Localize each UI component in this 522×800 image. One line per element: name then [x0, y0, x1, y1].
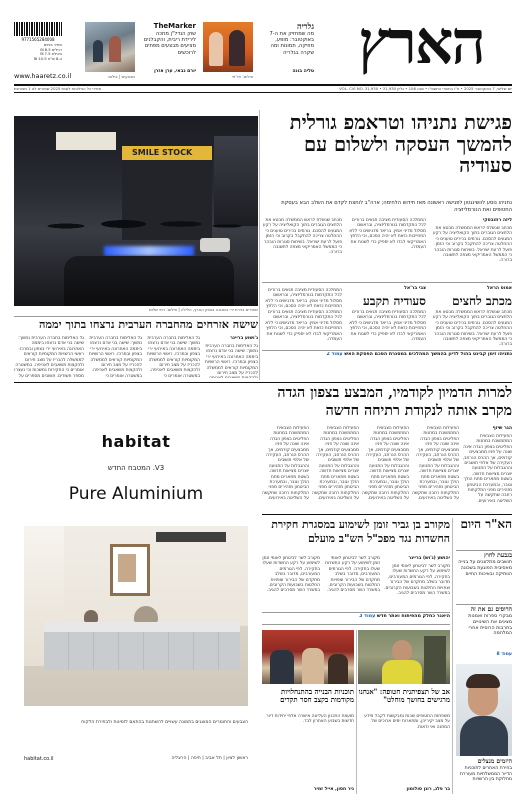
website[interactable]: www.haaretz.co.il — [14, 72, 72, 80]
lead-byline: ליזה רוזובסקי — [482, 218, 512, 223]
saudi-body: הממלכה הסעודית מציבה תנאים ברורים לכל התקדמות בנורמליזציה, ובראשם מסלול מדיני אמין. בריאד מדגישים כי ללא התחייבות כזאת לא יהיה הסכם, וכי הלחץ האמריקאי לבדו לא יספיק כדי לשנות את העמדה. — [349, 310, 426, 343]
feature-headline[interactable]: למרות הדמיון לקודמיו, המבצע בצפון הגדה מקרב אותה לנקודת רתיחה חדשה — [277, 385, 512, 419]
habitat-ad[interactable] — [14, 390, 258, 794]
feature-byline: הגר שיזף — [492, 426, 512, 431]
hostages-headline[interactable]: אב של תצפיתנית חטופה: "אנחנו מרגישים בחושך מוחלט" — [358, 687, 450, 705]
probe-foot-text: היאנר כחלק מהפיתוח ואתר חדש — [377, 614, 450, 619]
today-pages[interactable]: עמוד 8 — [496, 652, 512, 657]
bankruptcy-note — [262, 352, 512, 357]
probe-foot-pages[interactable]: עמוד 3 — [359, 614, 376, 619]
themarker-promo-photo — [85, 22, 135, 72]
probe-rule — [262, 612, 450, 613]
bottom-divider — [356, 630, 357, 794]
feature-body-3: הפעילות הצבאית המתמשכת במחנות הפליטים בצפון הגדה אינה שונה על פניו ממבצעים קודמים, אך ההרס הנרחב, העקירה של אלפי תושבים וההגבלות על התנועה יוצרים מציאות חדשה. בשטח מתארים מתח הולך וגובר, ובמערכת הביטחון מזהירים מפני התלקחות רחבה שתקשה על השליטה באירועים. — [362, 426, 409, 502]
hostages-byline: בר פלג, רונן סולומון — [406, 787, 450, 792]
feature-body-4: הפעילות הצבאית המתמשכת במחנות הפליטים בצפון הגדה אינה שונה על פניו ממבצעים קודמים, אך ההרס הנרחב, העקירה של אלפי תושבים וההגבלות על התנועה יוצרים מציאות חדשה. בשטח מתארים מתח הולך וגובר, ובמערכת הביטחון מזהירים מפני התלקחות רחבה שתקשה על השליטה באירועים. — [312, 426, 359, 502]
galeria-brand[interactable]: גלריה — [296, 21, 314, 31]
main-divider — [259, 110, 260, 380]
lead-photo-caption: שוטרים בזירת ירי בשכונה בצפון הארץ, הלילה | צילום: רמי שלוש — [148, 307, 258, 312]
feature-rule — [262, 514, 512, 515]
habitat-tagline: V3. המטבח החדש — [107, 464, 165, 472]
shooting-body-2: גל האלימות בחברה הערבית נמשך: שישה בני אדם נרצחו ביממה האחרונה באירועי ירי בצפון ובמרכז. ראשי הרשויות המקומיות קוראים לממשלה להכריז על מצב חירום ולהקצות משאבים לאכיפה. במשטרה אומרים כי — [146, 336, 200, 378]
habitat-footer-right: ראשון לציון | תל אביב | חיפה | הרצליה — [171, 756, 248, 761]
barcode-number: 9771565284008 — [21, 37, 55, 42]
haaretz-today-title: הא"ר היום — [460, 517, 512, 531]
probe-rule-2 — [262, 624, 450, 625]
saudi-headline[interactable]: סעודיה תקבע — [363, 294, 426, 308]
shooting-body-1: גל האלימות בחברה הערבית נמשך: שישה בני אדם נרצחו ביממה האחרונה באירועי ירי בצפון ובמרכז. ראשי הרשויות המקומיות קוראים לממשלה להכריז על מצב חירום — [204, 344, 258, 377]
habitat-footer-left[interactable]: habitat.co.il — [24, 756, 54, 762]
price-info: מחיר בימים רגילים 8.5 ₪ באילת 7.5 ₪ ב-8 ש"ח 10.5 ₪ — [34, 42, 62, 61]
lead-headline[interactable]: פגישת נתניהו וטראמפ גורלית להמשך העסקה ולשלום עם סעודיה — [289, 111, 512, 177]
today-item-2-head[interactable]: הרוסים גם את זה — [470, 606, 512, 613]
habitat-logo[interactable]: habitat — [101, 432, 171, 451]
lead-photo: SMILE STOCK — [14, 116, 258, 306]
saudi-byline: צבי בר'אל — [404, 286, 426, 291]
probe-foot — [262, 614, 450, 619]
themarker-byline: יורם גבאי, ערן אזרן — [154, 69, 196, 74]
today-item-3-head[interactable]: היזמים מנצלים — [477, 758, 512, 765]
lead-sub-rule — [262, 282, 512, 283]
today-item-1-head[interactable]: בגבעת לחוץ — [484, 552, 512, 559]
letters-byline: אמוס הראל — [486, 286, 512, 291]
habitat-product: Pure Aluminium — [68, 484, 204, 504]
masthead-rule-bottom — [14, 92, 512, 93]
lead-body-col-3: מכתב שנשלח לראש הממשלה מבטא את הלחצים הגוברים בתוך הקואליציה על רקע המגעים להסכם. גורמים בכירים טוענים כי ההחלטה צריכה להתקבל בקרוב וכי הזמן פועל לרעת ישראל. בשיחות סגורות הובהר כי הממשל האמריקאי מצפה לתשובה ברורה. — [262, 218, 342, 256]
barcode — [14, 22, 62, 36]
galeria-promo-text: מה שמחזיק את ה-7 באוקטובר: מופע, מוזיקה, תמונות ומה שקרה בגלריה — [269, 31, 314, 56]
feature-body-5: הפעילות הצבאית המתמשכת במחנות הפליטים בצפון הגדה אינה שונה על פניו ממבצעים קודמים, אך ההרס הנרחב, העקירה של אלפי תושבים וההגבלות על התנועה יוצרים מציאות חדשה. בשטח מתארים מתח הולך וגובר, ובמערכת הביטחון מזהירים מפני התלקחות רחבה שתקשה על השליטה באירועים. — [262, 426, 309, 502]
masthead-logo: הארץ — [358, 8, 484, 78]
themarker-promo-text: שוק הנדל"ן מחכה לירידת ריבית, והקבלנים מציעים מבצעים מפתים לרוכשים — [143, 31, 196, 56]
probe-body-1: מקורב לשר לביטחון לאומי זומן לשימוע על רקע החשדות שעלו בחקירה. לפי הגורמים המעורבים, מדובר בשלב מתקדם של הבירור וצפויות החלטות בשבועות הקרובים. במשרד השר מסרבים להגיב. — [384, 564, 450, 597]
probe-body-3: מקורב לשר לביטחון לאומי זומן לשימוע על רקע החשדות שעלו בחקירה. לפי הגורמים המעורבים, מדובר בשלב מתקדם של הבירור וצפויות החלטות בשבועות הקרובים. במשרד השר מסרבים להגיב. — [262, 556, 320, 594]
habitat-fine-print: הצבעים והחומרים המוצגים בתמונה עשויים להשתנות בהתאם לזמינות ולבחירת הלקוח — [81, 720, 248, 725]
settlement-headline[interactable]: תוכניות הבנייה בהתנחלויות מקודמות בקצב חסר תקדים — [280, 687, 354, 705]
date-line: יום שלישי, 7 באוקטובר 2025 • ט"ו בתשרי התשפ"ו • שנה 106 • גליון 31,930 • VOL. CVI NO. 31,930 — [339, 86, 512, 91]
galeria-caption: צילום: איי־פי — [231, 74, 253, 79]
bankruptcy-rule — [262, 350, 512, 351]
letters-headline[interactable]: מכתב לחצים — [452, 294, 512, 308]
today-rule-1 — [456, 550, 512, 551]
bankruptcy-note-text: נתניהו זימן קבינט בהול לדיון בהמשך המהלכים במסגרת הסכם הפסקת האש — [344, 352, 512, 357]
lead-subhead: נתניהו נוסע לוושינגטון לפגישה ראשונה מאז חידוש הלחימה; ארה"ב לוחצת לקדם את השלב הבא בעסקת החטופים ואת הנורמליזציה — [281, 200, 512, 213]
settlement-byline: ניר חסון, אייל זמיר — [313, 787, 354, 792]
today-rule-2 — [456, 604, 512, 605]
dateline-left: מחירי כל הגיליונות לשנת 2025 שמורים לנו 1 מצורפת — [14, 86, 102, 91]
masthead — [0, 0, 522, 92]
shooting-headline[interactable]: שישה אזרחים מהחברה הערבית נרצחו בתוך יממה — [38, 318, 258, 331]
lead-body-col-4: הממלכה הסעודית מציבה תנאים ברורים לכל התקדמות בנורמליזציה, ובראשם מסלול מדיני אמין. בריאד מדגישים כי ללא התחייבות כזאת לא יהיה הסכם, וכי הלחץ — [265, 288, 342, 310]
probe-byline: יהושע (ג'וש) בריינר — [408, 556, 450, 561]
themarker-caption: מבצעים | צילום — [108, 74, 135, 79]
shooting-byline: ג'ושוע בריינר — [230, 336, 258, 341]
section-rule-main — [14, 382, 512, 383]
lead-body-col-1: מכתב שנשלח לראש הממשלה מבטא את הלחצים הגוברים בתוך הקואליציה על רקע המגעים להסכם. גורמים בכירים טוענים כי ההחלטה צריכה להתקבל בקרוב וכי הזמן פועל לרעת ישראל. בשיחות סגורות הובהר כי הממשל האמריקאי מצפה לתשובה ברורה. — [432, 226, 512, 264]
bankruptcy-pages[interactable]: עמוד 2 — [326, 352, 343, 357]
habitat-kitchen-image — [24, 526, 248, 706]
feature-body-1: הפעילות הצבאית המתמשכת במחנות הפליטים בצפון הגדה אינה שונה על פניו ממבצעים קודמים, אך ההרס הנרחב, העקירה של אלפי תושבים וההגבלות על התנועה יוצרים מציאות חדשה. בשטח מתארים מתח הולך וגובר, ובמערכת הביטחון מזהירים מפני התלקחות רחבה שתקשה על השליטה באירועים. — [462, 434, 512, 504]
themarker-brand[interactable]: TheMarker — [153, 22, 196, 30]
haaretz-today-box — [456, 518, 512, 794]
galeria-promo-photo — [203, 22, 253, 72]
today-divider — [452, 518, 453, 794]
probe-headline[interactable]: מקורב בן גביר זומן לשימוע במסגרת חקירת החשדות נגד מפכ"ל הש"ב מועלם — [271, 518, 450, 545]
shooting-body-3: גל האלימות בחברה הערבית נמשך: שישה בני אדם נרצחו ביממה האחרונה באירועי ירי בצפון ובמרכז. ראשי הרשויות המקומיות קוראים לממשלה להכריז על מצב חירום ולהקצות משאבים לאכיפה. במשטרה אומרים כי — [88, 336, 142, 378]
hostages-body: משפחות החטופים שבות ומבקשות לקבל מידע על מצב יקיריהן, ומתארות ימים ארוכים של המתנה ואי ודאות. — [364, 714, 450, 730]
letters-body: מכתב שנשלח לראש הממשלה מבטא את הלחצים הגוברים בתוך הקואליציה על רקע המגעים להסכם. גורמים בכירים טוענים כי ההחלטה צריכה להתקבל בקרוב וכי הזמן פועל לרעת ישראל. בשיחות סגורות הובהר כי הממשל האמריקאי מצפה לתשובה ברורה. — [432, 310, 512, 346]
probe-body-2: מקורב לשר לביטחון לאומי זומן לשימוע על רקע החשדות שעלו בחקירה. לפי הגורמים המעורבים, מדובר בשלב מתקדם של הבירור וצפויות החלטות בשבועות הקרובים. במשרד השר מסרבים להגיב. — [325, 556, 380, 594]
settlement-photo — [262, 630, 354, 684]
today-portrait — [456, 664, 512, 756]
settlement-body: מועצת התכנון העליונה אישרה אלפי יחידות דיור חדשות בשבוע האחרון לבד. — [266, 714, 354, 725]
shooting-rule — [14, 316, 258, 317]
today-item-3-text: בחירת האתרים לתוכניות הדיור הממשלתיות מעוררת מחלוקת בין הרשויות — [459, 766, 512, 783]
today-item-2-text: מבקרי ספרות ואמנות מציגים את השינויים בתרבות הרוסית אחרי המלחמה — [468, 614, 512, 637]
galeria-byline: טליה בונה — [292, 69, 314, 74]
feature-body-2: הפעילות הצבאית המתמשכת במחנות הפליטים בצפון הגדה אינה שונה על פניו ממבצעים קודמים, אך ההרס הנרחב, העקירה של אלפי תושבים וההגבלות על התנועה יוצרים מציאות חדשה. בשטח מתארים מתח הולך וגובר, ובמערכת הביטחון מזהירים מפני התלקחות רחבה שתקשה על השליטה באירועים. — [412, 426, 459, 502]
lead-body-col-5: הממלכה הסעודית מציבה תנאים ברורים לכל התקדמות בנורמליזציה, ובראשם מסלול מדיני אמין. בריאד מדגישים כי ללא התחייבות כזאת לא יהיה הסכם, וכי הלחץ האמריקאי לבדו לא יספיק כדי לשנות את העמדה. — [265, 310, 342, 343]
hostages-photo — [358, 630, 450, 684]
shooting-body-4: גל האלימות בחברה הערבית נמשך: שישה בני אדם נרצחו ביממה האחרונה באירועי ירי בצפון ובמרכז. ראשי הרשויות המקומיות קוראים לממשלה להכריז על מצב חירום ולהקצות משאבים לאכיפה. במשטרה אומרים כי החקירות נמשכות וכי נעצרו מספר חשודים. תושבים מספרים על — [14, 336, 84, 378]
today-item-1-text: תושבים מתלוננים על בנייה מאסיבית הפוגעת בשכונה הוותיקה ובאיכות החיים — [458, 560, 512, 577]
lead-body-col-2: הממלכה הסעודית מציבה תנאים ברורים לכל התקדמות בנורמליזציה, ובראשם מסלול מדיני אמין. בריאד מדגישים כי ללא התחייבות כזאת לא יהיה הסכם, וכי הלחץ האמריקאי לבדו לא יספיק כדי לשנות את העמדה. — [349, 218, 426, 251]
